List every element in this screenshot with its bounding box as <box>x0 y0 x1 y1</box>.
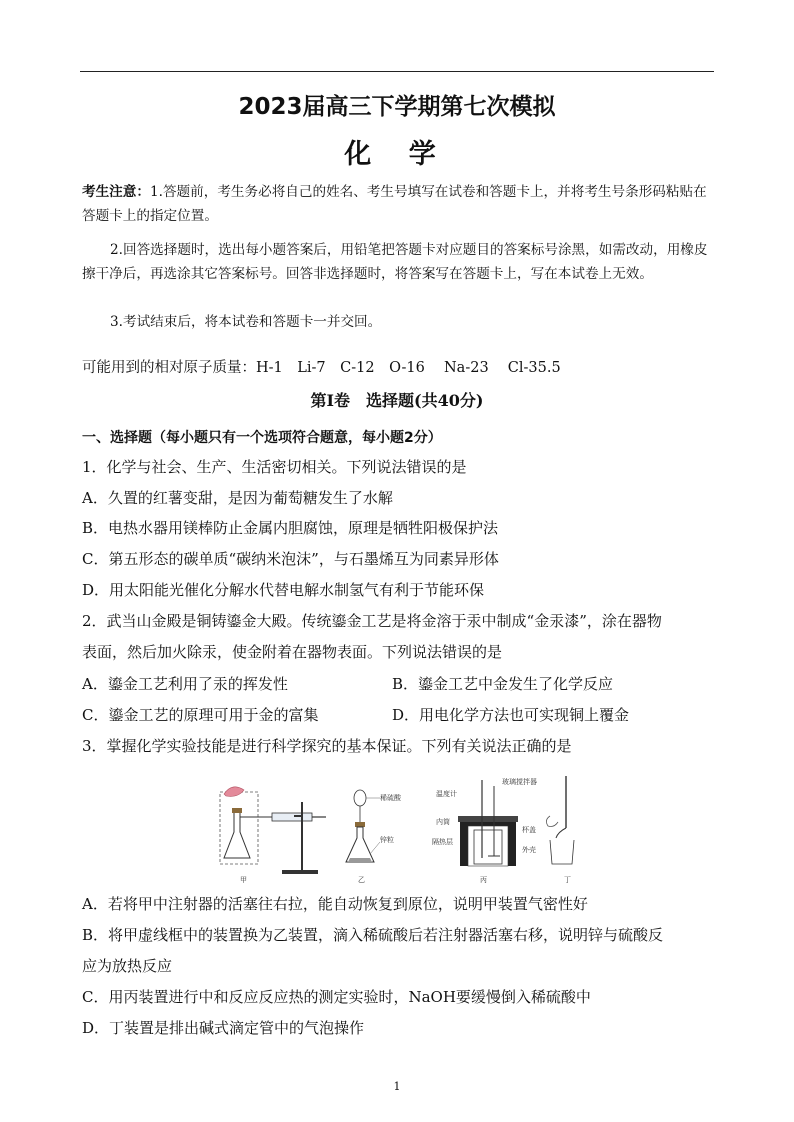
exam-subject: 化 学 <box>344 139 450 170</box>
notice-item-1 <box>82 180 714 228</box>
q1-option-d: D．用太阳能光催化分解水代替电解水制氢气有利于节能环保 <box>82 581 485 599</box>
q3-stem: 3．掌握化学实验技能是进行科学探究的基本保证。下列有关说法正确的是 <box>82 737 572 755</box>
label-yi: 乙 <box>358 876 365 884</box>
label-bing-lid: 杯盖 <box>522 826 536 834</box>
notice-item-3: 3.考试结束后，将本试卷和答题卡一并交回。 <box>110 314 382 330</box>
label-bing: 丙 <box>480 876 487 884</box>
apparatus-yi <box>346 790 402 884</box>
label-bing-stirrer: 玻璃搅拌器 <box>502 778 537 786</box>
exam-title: 2023届高三下学期第七次模拟 <box>238 94 556 120</box>
q2-stem-line1: 2．武当山金殿是铜铸鎏金大殿。传统鎏金工艺是将金溶于汞中制成“金汞漆”，涂在器物 <box>82 612 662 630</box>
label-bing-shell: 外壳 <box>522 846 536 854</box>
label-yi-funnel: 稀硫酸 <box>380 794 401 802</box>
label-ding: 丁 <box>564 876 571 884</box>
apparatus-bing <box>432 777 537 884</box>
label-bing-insulation: 隔热层 <box>432 838 453 846</box>
q3-option-b-line1: B．将甲虚线框中的装置换为乙装置，滴入稀硫酸后若注射器活塞右移，说明锌与硫酸反 <box>82 926 664 944</box>
q2-option-c: C．鎏金工艺的原理可用于金的富集 <box>82 706 319 724</box>
q1-option-a: A．久置的红薯变甜，是因为葡萄糖发生了水解 <box>82 489 393 507</box>
q2-option-a: A．鎏金工艺利用了汞的挥发性 <box>82 675 288 693</box>
q2-option-d: D．用电化学方法也可实现铜上覆金 <box>392 706 630 724</box>
q1-option-b: B．电热水器用镁棒防止金属内胆腐蚀，原理是牺牲阳极保护法 <box>82 519 499 537</box>
label-bing-thermometer: 温度计 <box>436 790 457 798</box>
page-number: 1 <box>393 1080 401 1093</box>
atomic-masses: 可能用到的相对原子质量：H-1 Li-7 C-12 O-16 Na-23 Cl-35.5 <box>82 360 561 376</box>
notice-text-1: 1.答题前，考生务必将自己的姓名、考生号填写在试卷和答题卡上，并将考生号条形码粘贴在答题卡上的指定位置。 <box>82 184 707 224</box>
apparatus-jia <box>220 787 326 884</box>
apparatus-figure <box>210 772 590 884</box>
q2-stem-line2: 表面，然后加火除汞，使金附着在器物表面。下列说法错误的是 <box>82 643 503 661</box>
q2-option-b: B．鎏金工艺中金发生了化学反应 <box>392 675 614 693</box>
label-yi-zinc: 锌粒 <box>380 836 394 844</box>
section-title: 第Ⅰ卷 选择题(共40分) <box>310 391 484 410</box>
q3-option-c: C．用丙装置进行中和反应反应热的测定实验时，NaOH要缓慢倒入稀硫酸中 <box>82 988 591 1006</box>
notice-item-2: 2.回答选择题时，选出每小题答案后，用铅笔把答题卡对应题目的答案标号涂黑，如需改动，用橡皮擦干净后，再选涂其它答案标号。回答非选择题时，将答案写在答题卡上，写在本试卷上无效。 <box>82 242 708 282</box>
section-heading: 一、选择题（每小题只有一个选项符合题意，每小题2分） <box>82 430 442 446</box>
q1-stem: 1．化学与社会、生产、生活密切相关。下列说法错误的是 <box>82 458 467 476</box>
label-bing-inner: 内筒 <box>436 818 450 826</box>
q1-option-c: C．第五形态的碳单质“碳纳米泡沫”，与石墨烯互为同素异形体 <box>82 550 499 568</box>
notice-label: 考生注意： <box>82 184 150 200</box>
q3-option-a: A．若将甲中注射器的活塞往右拉，能自动恢复到原位，说明甲装置气密性好 <box>82 895 588 913</box>
q3-option-d: D．丁装置是排出碱式滴定管中的气泡操作 <box>82 1019 365 1037</box>
header-rule <box>80 71 714 72</box>
apparatus-ding <box>546 776 574 884</box>
label-jia: 甲 <box>240 876 247 884</box>
q3-option-b-line2: 应为放热反应 <box>82 957 173 975</box>
